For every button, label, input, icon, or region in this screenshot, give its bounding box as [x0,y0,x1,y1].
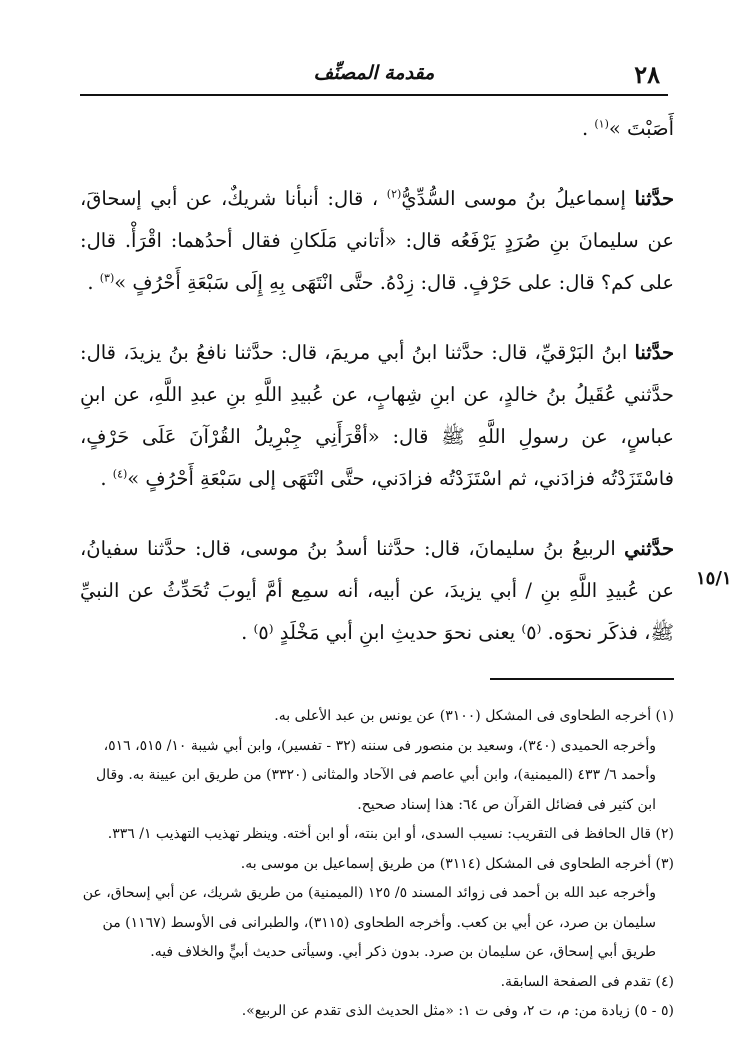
footnotes [74,702,674,1027]
paragraph-4 [80,528,674,654]
paragraph-3 [80,332,674,500]
paragraph-text: ابنُ البَرْقيِّ، قال: حدَّثنا ابنُ أبي مريمَ، قال: حدَّثنا نافعُ بنُ يزيدَ، قال: حدَّثني عُقَيلُ بنُ خالدٍ، عن ابنِ شِهابٍ، عن عُبيدِ اللَّهِ بنِ عبدِ اللَّهِ، عن ابنِ عباسٍ، عن رسولِ اللَّهِ ﷺ قال: «أقْرَأَنِي جِبْرِيلُ القُرْآنَ عَلَى حَرْفٍ، فاسْتَزَدْتُه فزادَني، ثم اسْتَزَدْتُه فزادَني، حتَّى انْتَهَى إلى سَبْعَةِ أَحْرُفٍ » [80,341,674,490]
paragraph-tail: ، قال: أنبأنا شريكٌ، عن أبي إسحاقَ، عن سليمانَ بنِ صُرَدٍ يَرْفَعُه قال: «أتاني مَلَكانِ فقال أحدُهما: اقْرَأْ. قال: على كم؟ قال: على حَرْفٍ. قال: زِدْهُ. حتَّى انْتَهَى بِهِ إِلَى سَبْعَةِ أَحْرُفٍ » [80,187,674,294]
paragraph-tail: . [100,467,107,490]
footnote-ref[interactable]: (١) [594,117,609,131]
main-text [80,108,674,654]
footnote-ref[interactable]: (٣) [99,271,115,285]
footnote: وأخرجه الحميدى (٣٤٠)، وسعيد بن منصور فى سننه (٣٢ - تفسير)، وابن أبي شيبة ١٠/ ٥١٥، ٥١٦، وأحمد ٦/ ٤٣٣ (الميمنية)، وابن أبي عاصم فى الآحاد والمثانى (٣٣٢٠) من طريق ابن عيينة به. وقال ابن كثير فى فضائل القرآن ص ٦٤: هذا إسناد صحيح. [96,737,656,813]
page-number: ٢٨ [634,60,660,89]
footnote-separator [490,678,674,680]
footnote-ref[interactable]: (٢) [386,187,402,201]
footnote: (٤) تقدم فى الصفحة السابقة. [500,973,674,990]
paragraph-tail: . [581,117,589,140]
footnote: (١) أخرجه الطحاوى فى المشكل (٣١٠٠) عن يونس بن عبد الأعلى به. [274,708,674,724]
paragraph-text: إسماعيلُ بنُ موسى السُّدِّيُّ [401,187,626,210]
paragraph-2 [80,178,674,304]
isnad-lead: حدَّثنا [634,341,674,364]
footnote: (٣) أخرجه الطحاوى فى المشكل (٣١١٤) من طريق إسماعيل بن موسى به. [240,855,674,872]
paragraph-1 [80,108,674,150]
isnad-lead: حدَّثنا [634,187,674,210]
footnote-ref[interactable]: (٤) [112,467,128,481]
paragraph-text: الربيعُ بنُ سليمانَ، قال: حدَّثنا أسدُ بنُ موسى، قال: حدَّثنا سفيانُ، عن عُبيدِ اللَّهِ بنِ / أبي يزيدَ، عن أبيه، أنه سمِع أمَّ أيوبَ تُحَدِّثُ عن النبيِّ ﷺ، فذكَر نحوَه. ⁽٥⁾ يعنى نحوَ حديثِ ابنِ أبي مَخْلَدٍ ⁽٥⁾ [80,537,674,644]
page-header [80,52,668,96]
footnote: (٥ - ٥) زيادة من: م، ت ٢، وفى ت ١: «مثل الحديث الذى تقدم عن الربيع». [241,1003,674,1019]
header-rule [80,94,668,96]
margin-page-marker: ١٥/١ [696,568,732,589]
footnote: وأخرجه عبد الله بن أحمد فى زوائد المسند ٥/ ١٢٥ (الميمنية) من طريق شريك، عن أبي إسحاق، عن سليمان بن صرد، عن أبي بن كعب. وأخرجه الطحاوى (٣١١٥)، والطبرانى فى الأوسط (١١٦٧) من طريق أبي إسحاق، عن سليمان بن صرد. بدون ذكر أبي. وسيأتى حديث أبيٍّ والخلاف فيه. [82,885,656,960]
isnad-lead: حدَّثني [624,537,674,560]
paragraph-end: . [87,271,94,294]
paragraph-text: أَصَبْتَ » [608,117,674,140]
running-title: مقدمة المصنِّف [313,62,435,84]
footnote: (٢) قال الحافظ فى التقريب: نسيب السدى، أو ابن بنته، أو ابن أخته. وينظر تهذيب التهذيب ١/ ٣٣٦. [107,826,674,842]
paragraph-tail: . [241,621,248,644]
